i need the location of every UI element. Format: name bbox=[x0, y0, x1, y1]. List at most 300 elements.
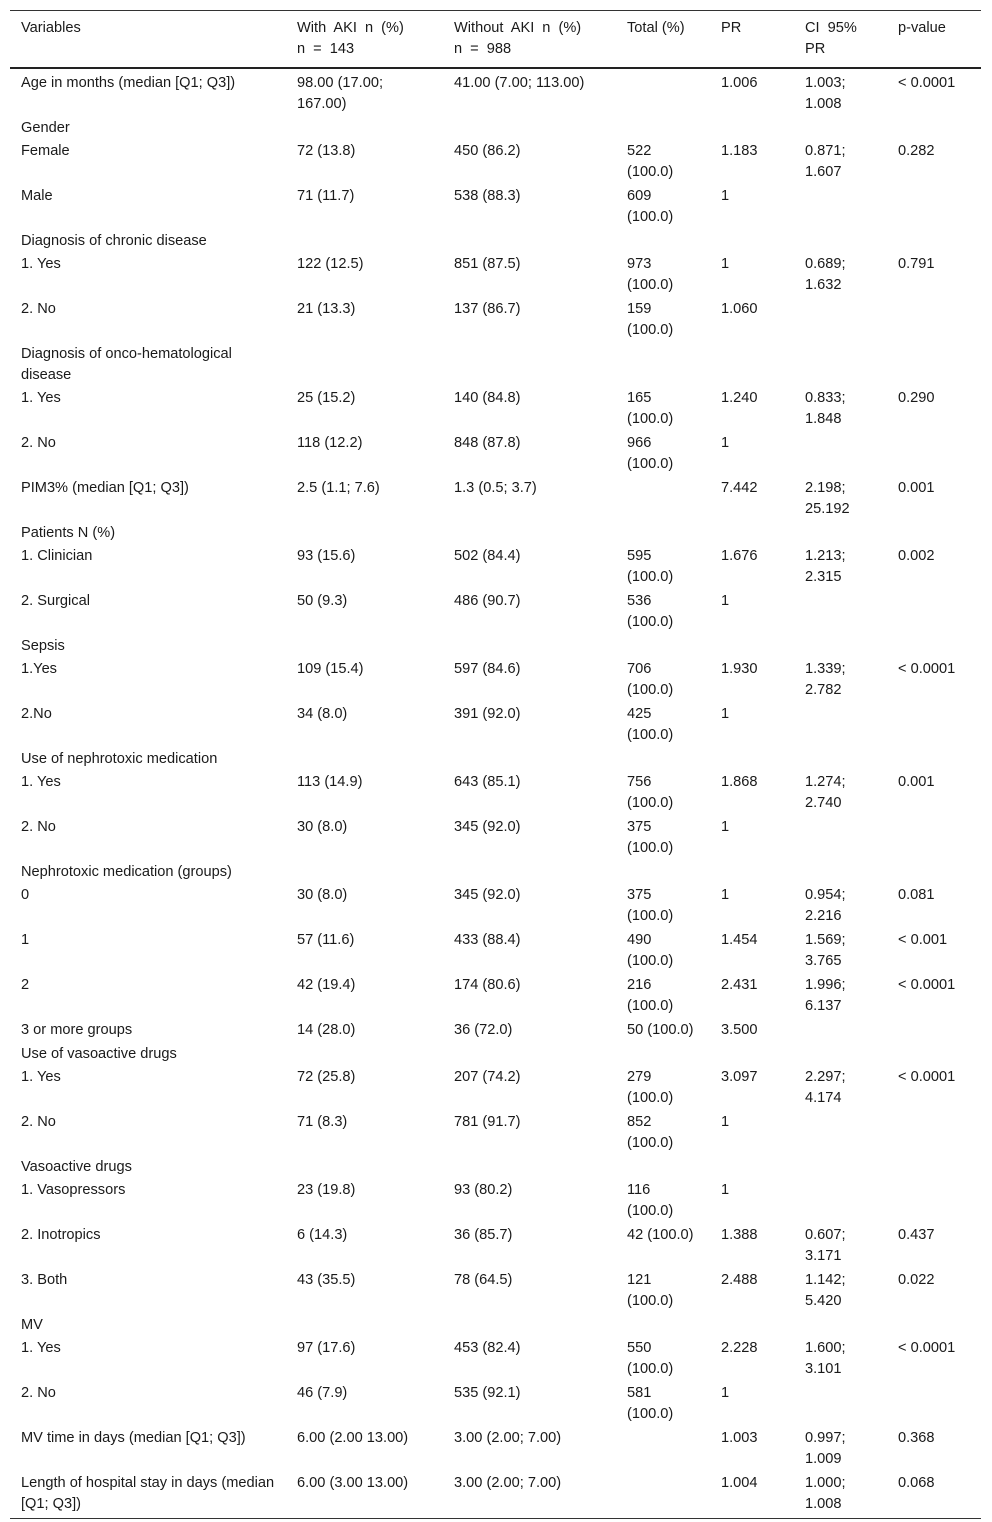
cell-without-aki: 453 (82.4) bbox=[454, 1340, 521, 1356]
cell-pvalue: 0.001 bbox=[898, 774, 935, 790]
cell-pr: 1 bbox=[721, 256, 730, 272]
cell-pvalue: 0.001 bbox=[898, 480, 935, 496]
empty-cell bbox=[887, 117, 981, 140]
cell-ci: 0.871; 1.607 bbox=[805, 143, 846, 180]
cell-ci bbox=[794, 1179, 887, 1224]
cell-without-aki: 597 (84.6) bbox=[454, 661, 521, 677]
cell-pr: 1 bbox=[721, 706, 730, 722]
cell-with-aki: 2.5 (1.1; 7.6) bbox=[297, 480, 380, 496]
cell-total: 425 (100.0) bbox=[627, 706, 674, 743]
empty-cell bbox=[887, 861, 981, 884]
cell-without-aki: 345 (92.0) bbox=[454, 887, 521, 903]
table-row bbox=[10, 1111, 981, 1156]
section-label: Diagnosis of chronic disease bbox=[21, 233, 207, 249]
header-ci-sub: PR bbox=[805, 41, 826, 57]
cell-total: 121 (100.0) bbox=[627, 1272, 674, 1309]
cell-variable: 3 or more groups bbox=[21, 1022, 133, 1038]
table-row bbox=[10, 658, 981, 703]
table-row bbox=[10, 68, 981, 117]
cell-variable: 1. Yes bbox=[21, 1069, 61, 1085]
cell-without-aki: 3.00 (2.00; 7.00) bbox=[454, 1475, 562, 1491]
cell-without-aki: 391 (92.0) bbox=[454, 706, 521, 722]
cell-pr: 1 bbox=[721, 887, 730, 903]
empty-cell bbox=[286, 522, 443, 545]
empty-cell bbox=[286, 117, 443, 140]
header-with-aki bbox=[286, 11, 443, 69]
cell-variable: 2. Inotropics bbox=[21, 1227, 101, 1243]
cell-pvalue bbox=[887, 298, 981, 343]
table-row bbox=[10, 1269, 981, 1314]
section-label: Sepsis bbox=[21, 638, 65, 654]
cell-variable: 2. No bbox=[21, 819, 56, 835]
cell-variable: 1.Yes bbox=[21, 661, 57, 677]
header-variables: Variables bbox=[21, 20, 81, 36]
cell-ci: 1.996; 6.137 bbox=[805, 977, 846, 1014]
cell-variable: 1. Clinician bbox=[21, 548, 93, 564]
empty-cell bbox=[887, 230, 981, 253]
table-row bbox=[10, 1337, 981, 1382]
cell-variable: Female bbox=[21, 143, 70, 159]
cell-with-aki: 23 (19.8) bbox=[297, 1182, 356, 1198]
cell-total: 581 (100.0) bbox=[627, 1385, 674, 1422]
section-row bbox=[10, 343, 981, 387]
cell-without-aki: 137 (86.7) bbox=[454, 301, 521, 317]
table-body bbox=[10, 68, 981, 1519]
cell-with-aki: 71 (11.7) bbox=[297, 188, 355, 204]
cell-variable: 2. Surgical bbox=[21, 593, 90, 609]
empty-cell bbox=[710, 748, 794, 771]
empty-cell bbox=[887, 522, 981, 545]
empty-cell bbox=[794, 117, 887, 140]
empty-cell bbox=[887, 1314, 981, 1337]
cell-ci bbox=[794, 298, 887, 343]
empty-cell bbox=[616, 117, 710, 140]
header-with-aki-n: n = 143 bbox=[297, 41, 355, 57]
section-label: Nephrotoxic medication (groups) bbox=[21, 864, 232, 880]
table-row bbox=[10, 253, 981, 298]
empty-cell bbox=[443, 230, 616, 253]
empty-cell bbox=[286, 343, 443, 387]
cell-variable: MV time in days (median [Q1; Q3]) bbox=[21, 1430, 246, 1446]
cell-without-aki: 36 (85.7) bbox=[454, 1227, 513, 1243]
empty-cell bbox=[887, 635, 981, 658]
cell-without-aki: 643 (85.1) bbox=[454, 774, 521, 790]
header-without-aki-n: n = 988 bbox=[454, 41, 512, 57]
table-row bbox=[10, 771, 981, 816]
empty-cell bbox=[286, 861, 443, 884]
empty-cell bbox=[710, 1156, 794, 1179]
cell-ci: 0.689; 1.632 bbox=[805, 256, 846, 293]
cell-pr: 1.930 bbox=[721, 661, 758, 677]
cell-total: 42 (100.0) bbox=[627, 1227, 694, 1243]
cell-pr: 1.388 bbox=[721, 1227, 758, 1243]
empty-cell bbox=[710, 1043, 794, 1066]
cell-pr: 3.097 bbox=[721, 1069, 758, 1085]
section-row bbox=[10, 1043, 981, 1066]
cell-without-aki: 450 (86.2) bbox=[454, 143, 521, 159]
table-row bbox=[10, 1427, 981, 1472]
cell-without-aki: 433 (88.4) bbox=[454, 932, 521, 948]
cell-pvalue: 0.791 bbox=[898, 256, 935, 272]
cell-pvalue: < 0.001 bbox=[898, 932, 948, 948]
cell-pvalue bbox=[887, 1179, 981, 1224]
cell-without-aki: 848 (87.8) bbox=[454, 435, 521, 451]
cell-without-aki: 1.3 (0.5; 3.7) bbox=[454, 480, 537, 496]
cell-variable: 2. No bbox=[21, 1114, 56, 1130]
empty-cell bbox=[286, 635, 443, 658]
cell-without-aki: 851 (87.5) bbox=[454, 256, 521, 272]
header-pr: PR bbox=[721, 20, 742, 36]
cell-total bbox=[616, 68, 710, 117]
cell-pr: 1.003 bbox=[721, 1430, 758, 1446]
cell-without-aki: 93 (80.2) bbox=[454, 1182, 513, 1198]
cell-pr: 1.060 bbox=[721, 301, 758, 317]
cell-total bbox=[616, 477, 710, 522]
cell-variable: Age in months (median [Q1; Q3]) bbox=[21, 75, 236, 91]
table-row bbox=[10, 1179, 981, 1224]
cell-total: 375 (100.0) bbox=[627, 819, 674, 856]
empty-cell bbox=[443, 748, 616, 771]
section-label: Patients N (%) bbox=[21, 525, 116, 541]
cell-total: 756 (100.0) bbox=[627, 774, 674, 811]
cell-variable: 2 bbox=[21, 977, 30, 993]
cell-with-aki: 6 (14.3) bbox=[297, 1227, 348, 1243]
cell-pr: 2.431 bbox=[721, 977, 758, 993]
cell-pr: 1.454 bbox=[721, 932, 758, 948]
empty-cell bbox=[794, 1314, 887, 1337]
cell-pvalue bbox=[887, 432, 981, 477]
cell-without-aki: 502 (84.4) bbox=[454, 548, 521, 564]
cell-total: 116 (100.0) bbox=[627, 1182, 674, 1219]
cell-with-aki: 72 (25.8) bbox=[297, 1069, 356, 1085]
cell-pvalue: 0.068 bbox=[898, 1475, 935, 1491]
cell-without-aki: 538 (88.3) bbox=[454, 188, 521, 204]
cell-without-aki: 207 (74.2) bbox=[454, 1069, 521, 1085]
cell-pvalue: 0.022 bbox=[898, 1272, 935, 1288]
empty-cell bbox=[616, 522, 710, 545]
section-label: MV bbox=[21, 1317, 43, 1333]
cell-with-aki: 113 (14.9) bbox=[297, 774, 363, 790]
section-row bbox=[10, 230, 981, 253]
cell-with-aki: 50 (9.3) bbox=[297, 593, 348, 609]
empty-cell bbox=[710, 230, 794, 253]
cell-with-aki: 71 (8.3) bbox=[297, 1114, 348, 1130]
cell-variable: Length of hospital stay in days (median [Q1; Q3]) bbox=[21, 1475, 275, 1512]
empty-cell bbox=[710, 1314, 794, 1337]
cell-ci bbox=[794, 185, 887, 230]
cell-variable: Male bbox=[21, 188, 53, 204]
cell-ci: 1.213; 2.315 bbox=[805, 548, 846, 585]
empty-cell bbox=[616, 861, 710, 884]
cell-variable: 0 bbox=[21, 887, 30, 903]
empty-cell bbox=[616, 1043, 710, 1066]
aki-risk-factors-table bbox=[10, 10, 981, 1519]
cell-pvalue bbox=[887, 816, 981, 861]
cell-pr: 1.240 bbox=[721, 390, 758, 406]
empty-cell bbox=[286, 1156, 443, 1179]
cell-variable: 1. Yes bbox=[21, 390, 61, 406]
table-row bbox=[10, 387, 981, 432]
empty-cell bbox=[887, 1043, 981, 1066]
cell-total: 595 (100.0) bbox=[627, 548, 674, 585]
cell-ci: 1.142; 5.420 bbox=[805, 1272, 846, 1309]
cell-without-aki: 3.00 (2.00; 7.00) bbox=[454, 1430, 562, 1446]
table-row bbox=[10, 185, 981, 230]
cell-pr: 2.488 bbox=[721, 1272, 758, 1288]
empty-cell bbox=[794, 1043, 887, 1066]
cell-ci bbox=[794, 1019, 887, 1043]
cell-ci: 0.997; 1.009 bbox=[805, 1430, 846, 1467]
empty-cell bbox=[443, 1314, 616, 1337]
cell-without-aki: 535 (92.1) bbox=[454, 1385, 521, 1401]
cell-variable: 2. No bbox=[21, 435, 56, 451]
cell-pr: 1.183 bbox=[721, 143, 758, 159]
empty-cell bbox=[794, 522, 887, 545]
cell-total: 973 (100.0) bbox=[627, 256, 674, 293]
cell-pvalue: < 0.0001 bbox=[898, 661, 956, 677]
empty-cell bbox=[616, 343, 710, 387]
section-label: Gender bbox=[21, 120, 70, 136]
table-row bbox=[10, 590, 981, 635]
section-label: Diagnosis of onco-hematological disease bbox=[21, 346, 232, 383]
empty-cell bbox=[794, 748, 887, 771]
cell-without-aki: 41.00 (7.00; 113.00) bbox=[454, 75, 585, 91]
section-row bbox=[10, 1156, 981, 1179]
empty-cell bbox=[443, 635, 616, 658]
table-row bbox=[10, 545, 981, 590]
cell-ci bbox=[794, 816, 887, 861]
cell-with-aki: 21 (13.3) bbox=[297, 301, 356, 317]
cell-variable: 3. Both bbox=[21, 1272, 68, 1288]
cell-total: 536 (100.0) bbox=[627, 593, 674, 630]
cell-pr: 1 bbox=[721, 188, 730, 204]
cell-ci bbox=[794, 1111, 887, 1156]
cell-total: 550 (100.0) bbox=[627, 1340, 674, 1377]
cell-with-aki: 42 (19.4) bbox=[297, 977, 356, 993]
empty-cell bbox=[710, 522, 794, 545]
cell-with-aki: 93 (15.6) bbox=[297, 548, 356, 564]
empty-cell bbox=[443, 343, 616, 387]
section-row bbox=[10, 117, 981, 140]
cell-pvalue: 0.002 bbox=[898, 548, 935, 564]
cell-with-aki: 109 (15.4) bbox=[297, 661, 364, 677]
cell-total: 50 (100.0) bbox=[627, 1022, 694, 1038]
cell-pvalue: 0.081 bbox=[898, 887, 935, 903]
cell-pr: 1.868 bbox=[721, 774, 758, 790]
cell-without-aki: 781 (91.7) bbox=[454, 1114, 521, 1130]
empty-cell bbox=[443, 861, 616, 884]
cell-total: 375 (100.0) bbox=[627, 887, 674, 924]
empty-cell bbox=[616, 635, 710, 658]
cell-with-aki: 30 (8.0) bbox=[297, 887, 348, 903]
cell-pvalue bbox=[887, 1382, 981, 1427]
cell-pvalue: 0.368 bbox=[898, 1430, 935, 1446]
empty-cell bbox=[887, 748, 981, 771]
cell-total: 279 (100.0) bbox=[627, 1069, 674, 1106]
section-label: Use of nephrotoxic medication bbox=[21, 751, 218, 767]
cell-pvalue bbox=[887, 185, 981, 230]
section-row bbox=[10, 1314, 981, 1337]
empty-cell bbox=[616, 230, 710, 253]
section-row bbox=[10, 635, 981, 658]
empty-cell bbox=[794, 861, 887, 884]
cell-variable: 1. Vasopressors bbox=[21, 1182, 126, 1198]
cell-pr: 2.228 bbox=[721, 1340, 758, 1356]
cell-pr: 3.500 bbox=[721, 1022, 758, 1038]
cell-variable: 1. Yes bbox=[21, 774, 61, 790]
cell-without-aki: 345 (92.0) bbox=[454, 819, 521, 835]
cell-with-aki: 14 (28.0) bbox=[297, 1022, 356, 1038]
table-row bbox=[10, 929, 981, 974]
cell-variable: 1. Yes bbox=[21, 256, 61, 272]
cell-pvalue bbox=[887, 1019, 981, 1043]
cell-pr: 1 bbox=[721, 819, 730, 835]
table-header bbox=[10, 11, 981, 69]
header-without-aki bbox=[443, 11, 616, 69]
cell-pr: 7.442 bbox=[721, 480, 758, 496]
cell-without-aki: 36 (72.0) bbox=[454, 1022, 513, 1038]
cell-total: 490 (100.0) bbox=[627, 932, 674, 969]
table-container bbox=[10, 10, 981, 1519]
table-row bbox=[10, 703, 981, 748]
cell-ci: 1.600; 3.101 bbox=[805, 1340, 846, 1377]
empty-cell bbox=[286, 748, 443, 771]
cell-variable: 2. No bbox=[21, 301, 56, 317]
cell-pr: 1.006 bbox=[721, 75, 758, 91]
section-row bbox=[10, 861, 981, 884]
cell-pr: 1 bbox=[721, 435, 730, 451]
table-row bbox=[10, 1066, 981, 1111]
table-row bbox=[10, 1472, 981, 1519]
cell-pvalue: < 0.0001 bbox=[898, 977, 956, 993]
empty-cell bbox=[443, 1156, 616, 1179]
cell-ci bbox=[794, 703, 887, 748]
cell-without-aki: 174 (80.6) bbox=[454, 977, 521, 993]
empty-cell bbox=[710, 861, 794, 884]
cell-with-aki: 46 (7.9) bbox=[297, 1385, 348, 1401]
cell-ci: 1.569; 3.765 bbox=[805, 932, 846, 969]
empty-cell bbox=[286, 230, 443, 253]
empty-cell bbox=[794, 343, 887, 387]
empty-cell bbox=[286, 1043, 443, 1066]
table-row bbox=[10, 298, 981, 343]
table-row bbox=[10, 477, 981, 522]
cell-with-aki: 97 (17.6) bbox=[297, 1340, 356, 1356]
cell-ci: 0.607; 3.171 bbox=[805, 1227, 846, 1264]
table-row bbox=[10, 1019, 981, 1043]
header-pvalue: p-value bbox=[898, 20, 946, 36]
empty-cell bbox=[286, 1314, 443, 1337]
empty-cell bbox=[616, 1314, 710, 1337]
cell-ci: 2.198; 25.192 bbox=[805, 480, 850, 517]
cell-ci: 2.297; 4.174 bbox=[805, 1069, 846, 1106]
header-ci-label: CI 95% bbox=[805, 20, 857, 36]
cell-pvalue: 0.437 bbox=[898, 1227, 935, 1243]
table-row bbox=[10, 974, 981, 1019]
cell-ci: 1.339; 2.782 bbox=[805, 661, 846, 698]
cell-ci: 1.003; 1.008 bbox=[805, 75, 846, 112]
section-row bbox=[10, 522, 981, 545]
empty-cell bbox=[887, 343, 981, 387]
cell-pr: 1.004 bbox=[721, 1475, 758, 1491]
cell-ci: 0.833; 1.848 bbox=[805, 390, 846, 427]
cell-without-aki: 78 (64.5) bbox=[454, 1272, 513, 1288]
table-row bbox=[10, 1382, 981, 1427]
cell-pr: 1 bbox=[721, 1182, 730, 1198]
cell-pvalue: < 0.0001 bbox=[898, 1340, 956, 1356]
table-row bbox=[10, 140, 981, 185]
cell-variable: 1. Yes bbox=[21, 1340, 61, 1356]
cell-with-aki: 43 (35.5) bbox=[297, 1272, 356, 1288]
cell-ci: 0.954; 2.216 bbox=[805, 887, 846, 924]
cell-with-aki: 122 (12.5) bbox=[297, 256, 364, 272]
table-row bbox=[10, 884, 981, 929]
cell-pvalue: < 0.0001 bbox=[898, 1069, 956, 1085]
cell-with-aki: 30 (8.0) bbox=[297, 819, 348, 835]
cell-pr: 1 bbox=[721, 1385, 730, 1401]
table-row bbox=[10, 1224, 981, 1269]
cell-with-aki: 6.00 (3.00 13.00) bbox=[297, 1475, 409, 1491]
cell-total: 159 (100.0) bbox=[627, 301, 674, 338]
cell-total: 216 (100.0) bbox=[627, 977, 674, 1014]
cell-total: 706 (100.0) bbox=[627, 661, 674, 698]
empty-cell bbox=[616, 1156, 710, 1179]
cell-ci: 1.274; 2.740 bbox=[805, 774, 846, 811]
cell-without-aki: 486 (90.7) bbox=[454, 593, 521, 609]
cell-with-aki: 72 (13.8) bbox=[297, 143, 356, 159]
empty-cell bbox=[443, 522, 616, 545]
table-row bbox=[10, 432, 981, 477]
header-with-aki-label: With AKI n (%) bbox=[297, 20, 404, 36]
cell-ci bbox=[794, 590, 887, 635]
cell-pvalue: < 0.0001 bbox=[898, 75, 956, 91]
empty-cell bbox=[887, 1156, 981, 1179]
cell-pvalue bbox=[887, 590, 981, 635]
table-row bbox=[10, 816, 981, 861]
cell-variable: 2. No bbox=[21, 1385, 56, 1401]
cell-total: 852 (100.0) bbox=[627, 1114, 674, 1151]
cell-variable: 1 bbox=[21, 932, 30, 948]
cell-total: 609 (100.0) bbox=[627, 188, 674, 225]
cell-pvalue: 0.290 bbox=[898, 390, 935, 406]
cell-without-aki: 140 (84.8) bbox=[454, 390, 521, 406]
section-label: Vasoactive drugs bbox=[21, 1159, 132, 1175]
cell-pr: 1 bbox=[721, 1114, 730, 1130]
cell-with-aki: 57 (11.6) bbox=[297, 932, 355, 948]
cell-with-aki: 25 (15.2) bbox=[297, 390, 356, 406]
empty-cell bbox=[710, 117, 794, 140]
section-label: Use of vasoactive drugs bbox=[21, 1046, 177, 1062]
cell-pvalue bbox=[887, 1111, 981, 1156]
empty-cell bbox=[616, 748, 710, 771]
cell-variable: 2.No bbox=[21, 706, 52, 722]
cell-total: 966 (100.0) bbox=[627, 435, 674, 472]
empty-cell bbox=[710, 635, 794, 658]
header-row bbox=[10, 11, 981, 69]
cell-pvalue: 0.282 bbox=[898, 143, 935, 159]
empty-cell bbox=[443, 117, 616, 140]
cell-ci bbox=[794, 432, 887, 477]
cell-with-aki: 118 (12.2) bbox=[297, 435, 363, 451]
header-ci bbox=[794, 11, 887, 69]
empty-cell bbox=[710, 343, 794, 387]
cell-with-aki: 6.00 (2.00 13.00) bbox=[297, 1430, 409, 1446]
cell-ci: 1.000; 1.008 bbox=[805, 1475, 846, 1512]
header-total: Total (%) bbox=[627, 20, 685, 36]
cell-with-aki: 34 (8.0) bbox=[297, 706, 348, 722]
empty-cell bbox=[794, 1156, 887, 1179]
cell-ci bbox=[794, 1382, 887, 1427]
